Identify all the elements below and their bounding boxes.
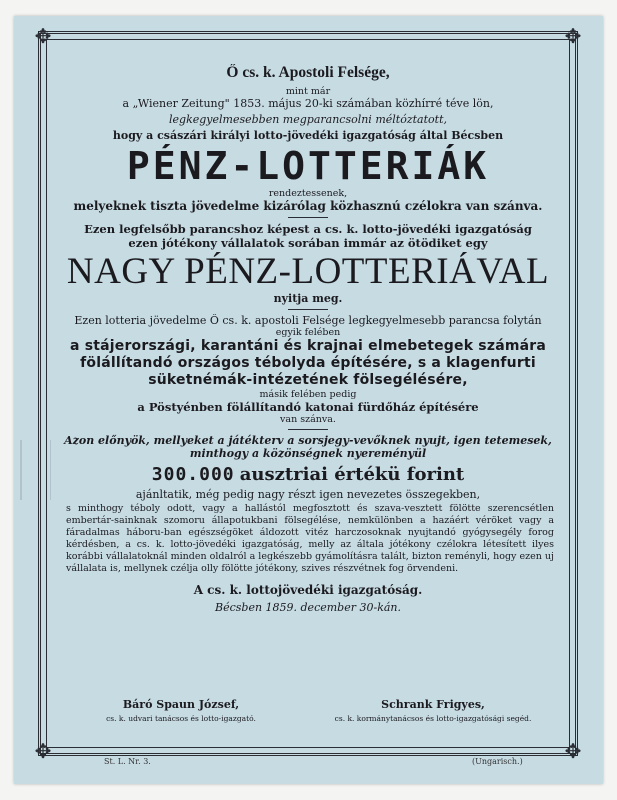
footer-right: (Ungarisch.) (472, 757, 523, 766)
divider (288, 429, 328, 430)
corner-ornament-icon: ✥ (34, 24, 52, 48)
purpose-intro: Ezen lotteria jövedelme Ő cs. k. apostoli Felsége legkegyelmesebb parancsa folytán (74, 314, 542, 327)
advantages-line-1: Azon előnyök, mellyeket a játékterv a sorsjegy-vevőknek nyujt, igen tetemesek, (64, 434, 552, 447)
corner-ornament-icon: ✥ (564, 24, 582, 48)
signature-right (318, 698, 548, 723)
after-headline-small: rendeztessenek, (268, 188, 348, 199)
purpose-end: van szánva. (280, 414, 336, 425)
prize-amount: 300.000 (151, 464, 235, 485)
after-headline-line: melyeknek tiszta jövedelme kizárólag közhasznú czélokra van szánva. (73, 199, 543, 213)
header-line-4: hogy a császári királyi lotto-jövedéki igazgatóság által Bécsben (112, 129, 504, 142)
signature-name: Schrank Frigyes, (381, 698, 485, 711)
signature-role: cs. k. kormánytanácsos és lotto-igazgatósági segéd. (334, 714, 532, 723)
offer-line: ajánltatik, még pedig nagy részt igen nevezetes összegekben, (135, 488, 481, 501)
purpose-half1-line-1: a stájerországi, karantáni és krajnai elmebetegek számára (69, 338, 547, 354)
authority: A cs. k. lottojövedéki igazgatóság. (193, 583, 423, 597)
signature-role: cs. k. udvari tanácsos és lotto-igazgató. (106, 714, 256, 723)
divider (288, 309, 328, 310)
divider (288, 217, 328, 218)
poster-content (52, 44, 564, 614)
header-line-3: legkegyelmesebben megparancsolni méltóztatott, (169, 113, 447, 126)
prize-line (52, 464, 564, 485)
body-paragraph: s minthogy téboly odott, vagy a hallástól megfosztott és szava-vesztett fölötte szerencsétlen embertár-sainknak szomoru állapotukbani fölsegélése, nemkülönben a hazáért véröket vagy a fáradalmas háboru-ban egészségöket áldozott vitéz harczosoknak nyujtandó gyógysegély forog kérdésben, a cs. k. lotto-jövedéki igazgatóság, melly az általa jótékony czélokra létesített ilyes korábbi vállalatoknál minden oldalról a legkészebb gyámolításra talált, bizton reményli, hogy ezen uj vállalata is, mellynek czélja olly fölötte jótékony, szives részvétnek fog örvendeni. (66, 503, 554, 574)
bold-line-2: ezen jótékony vállalatok sorában immár az ötödiket egy (128, 236, 488, 250)
header-line-1: mint már (285, 86, 331, 97)
purpose-half1-label: egyik felében (275, 327, 341, 338)
purpose-half2-label: másik felében pedig (259, 389, 357, 400)
purpose-half1-line-3: süketnémák-intézetének fölsegélésére, (148, 372, 468, 388)
signature-name: Báró Spaun József, (122, 698, 240, 711)
bold-line-1: Ezen legfelsőbb parancshoz képest a cs. k. lotto-jövedéki igazgatóság (84, 222, 532, 236)
signature-left (66, 698, 296, 723)
corner-ornament-icon: ✥ (34, 739, 52, 763)
headline-nagy-penz-lotteriaval: NAGY PÉNZ-LOTTERIÁVAL (66, 252, 550, 292)
header-title: Ő cs. k. Apostoli Felsége, (226, 64, 390, 81)
purpose-half2-line: a Pöstyénben fölállítandó katonai fürdőház építésére (137, 400, 479, 414)
corner-ornament-icon: ✥ (564, 739, 582, 763)
after-headline2: nyitja meg. (273, 292, 343, 305)
footer-left: St. L. Nr. 3. (104, 757, 151, 766)
headline-penz-lotteriak: PÉNZ-LOTTERIÁK (126, 144, 490, 188)
purpose-half1-line-2: fölállítandó országos tébolyda építésére, s a klagenfurti (80, 355, 536, 371)
date-line: Bécsben 1859. december 30-kán. (215, 601, 401, 614)
advantages-line-2: minthogy a közönségnek nyereményül (189, 447, 427, 460)
prize-text: ausztriai értékü forint (239, 464, 465, 485)
header-line-2: a „Wiener Zeitung" 1853. május 20-ki számában közhírré téve lön, (122, 97, 494, 110)
